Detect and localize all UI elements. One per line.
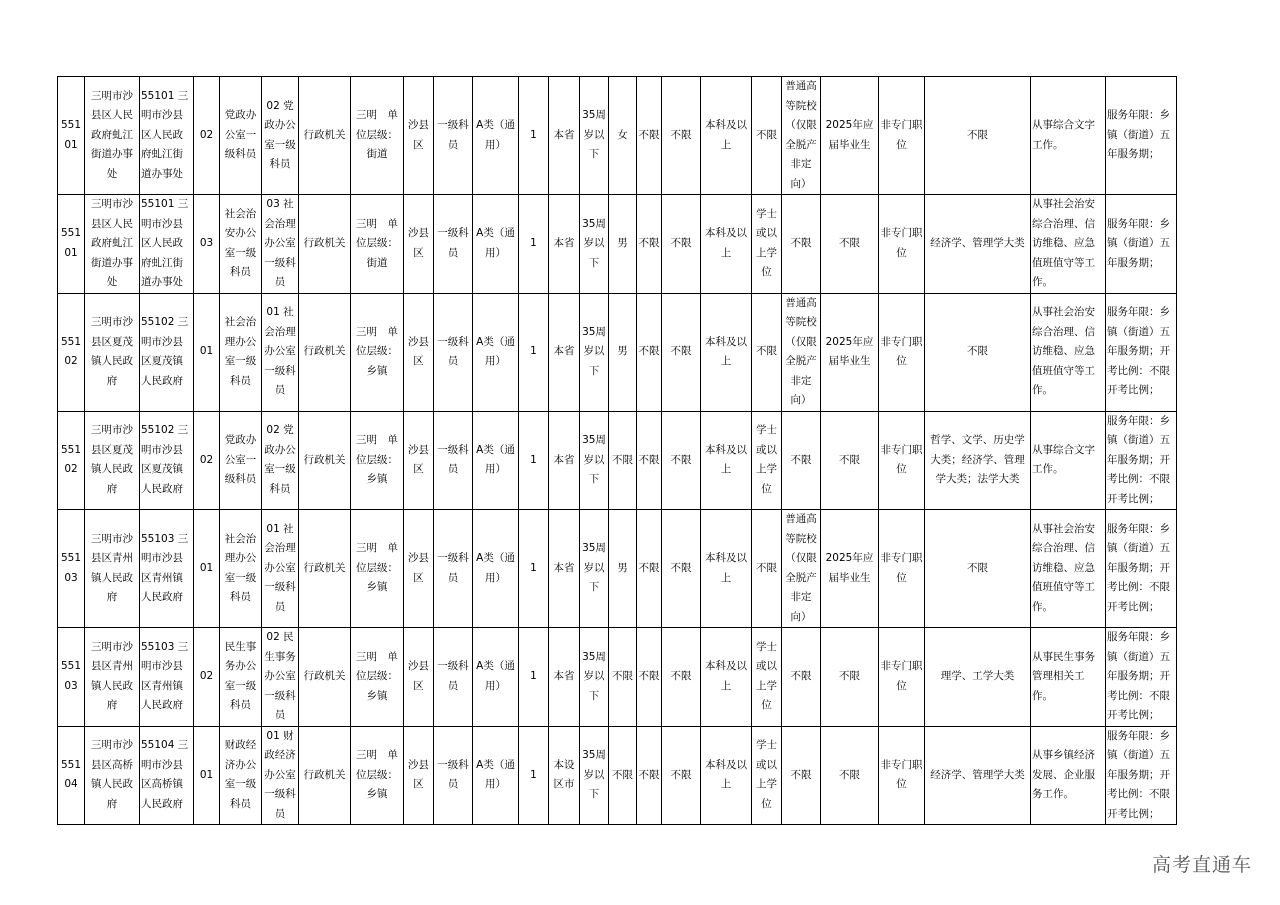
unit-code-cell: 55102 bbox=[58, 411, 85, 510]
department-code-cell: 55103 三明市沙县区青州镇人民政府 bbox=[140, 510, 194, 628]
ethnicity-cell: 不限 bbox=[637, 195, 662, 294]
political-status-cell: 不限 bbox=[662, 411, 701, 510]
table-row bbox=[58, 195, 1177, 294]
degree-cell: 不限 bbox=[752, 77, 782, 195]
hire-count-cell: 1 bbox=[519, 195, 549, 294]
position-type-cell: 非专门职位 bbox=[879, 77, 925, 195]
unit-nature-cell: 行政机关 bbox=[299, 293, 351, 411]
unit-nature-cell: 行政机关 bbox=[299, 726, 351, 825]
department-code-cell: 55102 三明市沙县区夏茂镇人民政府 bbox=[140, 293, 194, 411]
remark-cell: 服务年限：乡镇（街道）五年服务期； bbox=[1106, 195, 1177, 294]
post-name-cell: 党政办公室一级科员 bbox=[220, 77, 262, 195]
unit-code-cell: 55103 bbox=[58, 510, 85, 628]
candidate-source-cell: 普通高等院校（仅限全脱产非定向） bbox=[782, 293, 821, 411]
unit-name-cell: 三明市沙县区青州镇人民政府 bbox=[85, 510, 140, 628]
post-code-cell: 01 财政经济办公室一级科员 bbox=[262, 726, 299, 825]
position-type-cell: 非专门职位 bbox=[879, 195, 925, 294]
post-code-cell: 01 社会治理办公室一级科员 bbox=[262, 510, 299, 628]
age-cell: 35周岁以下 bbox=[580, 411, 609, 510]
unit-name-cell: 三明市沙县区夏茂镇人民政府 bbox=[85, 411, 140, 510]
position-type-cell: 非专门职位 bbox=[879, 628, 925, 727]
post-number-cell: 01 bbox=[194, 510, 220, 628]
area-cell: 沙县区 bbox=[404, 77, 434, 195]
post-number-cell: 02 bbox=[194, 628, 220, 727]
duty-cell: 从事乡镇经济发展、企业服务工作。 bbox=[1031, 726, 1106, 825]
major-cell: 理学、工学大类 bbox=[925, 628, 1031, 727]
origin-cell: 本省 bbox=[549, 293, 580, 411]
area-cell: 沙县区 bbox=[404, 510, 434, 628]
hire-count-cell: 1 bbox=[519, 411, 549, 510]
duty-cell: 从事社会治安综合治理、信访维稳、应急值班值守等工作。 bbox=[1031, 195, 1106, 294]
candidate-source-cell: 不限 bbox=[782, 195, 821, 294]
gender-cell: 男 bbox=[609, 510, 637, 628]
table-row bbox=[58, 628, 1177, 727]
exam-type-cell: A类（通用） bbox=[473, 77, 519, 195]
unit-level-cell: 三明 单位层级：街道 bbox=[351, 195, 404, 294]
unit-name-cell: 三明市沙县区高桥镇人民政府 bbox=[85, 726, 140, 825]
post-number-cell: 01 bbox=[194, 293, 220, 411]
duty-cell: 从事综合文字工作。 bbox=[1031, 411, 1106, 510]
table-row bbox=[58, 77, 1177, 195]
hire-count-cell: 1 bbox=[519, 510, 549, 628]
unit-code-cell: 55103 bbox=[58, 628, 85, 727]
degree-cell: 学士或以上学位 bbox=[752, 195, 782, 294]
post-code-cell: 03 社会治理办公室一级科员 bbox=[262, 195, 299, 294]
unit-name-cell: 三明市沙县区人民政府虬江街道办事处 bbox=[85, 77, 140, 195]
education-cell: 本科及以上 bbox=[701, 77, 752, 195]
political-status-cell: 不限 bbox=[662, 195, 701, 294]
post-number-cell: 03 bbox=[194, 195, 220, 294]
unit-code-cell: 55101 bbox=[58, 77, 85, 195]
department-code-cell: 55101 三明市沙县区人民政府虬江街道办事处 bbox=[140, 195, 194, 294]
unit-level-cell: 三明 单位层级：街道 bbox=[351, 77, 404, 195]
candidate-source-cell: 普通高等院校（仅限全脱产非定向） bbox=[782, 510, 821, 628]
post-name-cell: 党政办公室一级科员 bbox=[220, 411, 262, 510]
origin-cell: 本省 bbox=[549, 411, 580, 510]
table-body bbox=[58, 77, 1177, 825]
rank-cell: 一级科员 bbox=[434, 77, 473, 195]
education-cell: 本科及以上 bbox=[701, 628, 752, 727]
exam-type-cell: A类（通用） bbox=[473, 510, 519, 628]
unit-code-cell: 55102 bbox=[58, 293, 85, 411]
degree-cell: 学士或以上学位 bbox=[752, 726, 782, 825]
unit-nature-cell: 行政机关 bbox=[299, 628, 351, 727]
duty-cell: 从事社会治安综合治理、信访维稳、应急值班值守等工作。 bbox=[1031, 293, 1106, 411]
rank-cell: 一级科员 bbox=[434, 411, 473, 510]
origin-cell: 本省 bbox=[549, 628, 580, 727]
remark-cell: 服务年限：乡镇（街道）五年服务期； bbox=[1106, 77, 1177, 195]
duty-cell: 从事民生事务管理相关工作。 bbox=[1031, 628, 1106, 727]
graduate-type-cell: 不限 bbox=[821, 628, 879, 727]
exam-type-cell: A类（通用） bbox=[473, 726, 519, 825]
post-number-cell: 02 bbox=[194, 411, 220, 510]
political-status-cell: 不限 bbox=[662, 628, 701, 727]
post-name-cell: 财政经济办公室一级科员 bbox=[220, 726, 262, 825]
gender-cell: 男 bbox=[609, 293, 637, 411]
remark-cell: 服务年限：乡镇（街道）五年服务期；开考比例：不限开考比例； bbox=[1106, 726, 1177, 825]
duty-cell: 从事社会治安综合治理、信访维稳、应急值班值守等工作。 bbox=[1031, 510, 1106, 628]
post-number-cell: 02 bbox=[194, 77, 220, 195]
rank-cell: 一级科员 bbox=[434, 293, 473, 411]
watermark-text: 高考直通车 bbox=[1151, 854, 1252, 876]
post-code-cell: 01 社会治理办公室一级科员 bbox=[262, 293, 299, 411]
position-type-cell: 非专门职位 bbox=[879, 510, 925, 628]
unit-name-cell: 三明市沙县区青州镇人民政府 bbox=[85, 628, 140, 727]
age-cell: 35周岁以下 bbox=[580, 293, 609, 411]
graduate-type-cell: 2025年应届毕业生 bbox=[821, 77, 879, 195]
post-code-cell: 02 党政办公室一级科员 bbox=[262, 411, 299, 510]
unit-code-cell: 55104 bbox=[58, 726, 85, 825]
table-row bbox=[58, 510, 1177, 628]
origin-cell: 本设区市 bbox=[549, 726, 580, 825]
ethnicity-cell: 不限 bbox=[637, 726, 662, 825]
unit-level-cell: 三明 单位层级：乡镇 bbox=[351, 411, 404, 510]
degree-cell: 不限 bbox=[752, 510, 782, 628]
major-cell: 不限 bbox=[925, 77, 1031, 195]
rank-cell: 一级科员 bbox=[434, 510, 473, 628]
hire-count-cell: 1 bbox=[519, 77, 549, 195]
major-cell: 经济学、管理学大类 bbox=[925, 195, 1031, 294]
gender-cell: 不限 bbox=[609, 628, 637, 727]
area-cell: 沙县区 bbox=[404, 195, 434, 294]
age-cell: 35周岁以下 bbox=[580, 510, 609, 628]
position-type-cell: 非专门职位 bbox=[879, 293, 925, 411]
graduate-type-cell: 不限 bbox=[821, 411, 879, 510]
major-cell: 经济学、管理学大类 bbox=[925, 726, 1031, 825]
ethnicity-cell: 不限 bbox=[637, 293, 662, 411]
education-cell: 本科及以上 bbox=[701, 510, 752, 628]
degree-cell: 学士或以上学位 bbox=[752, 411, 782, 510]
department-code-cell: 55101 三明市沙县区人民政府虬江街道办事处 bbox=[140, 77, 194, 195]
education-cell: 本科及以上 bbox=[701, 411, 752, 510]
department-code-cell: 55102 三明市沙县区夏茂镇人民政府 bbox=[140, 411, 194, 510]
age-cell: 35周岁以下 bbox=[580, 77, 609, 195]
ethnicity-cell: 不限 bbox=[637, 77, 662, 195]
rank-cell: 一级科员 bbox=[434, 195, 473, 294]
gender-cell: 男 bbox=[609, 195, 637, 294]
unit-code-cell: 55101 bbox=[58, 195, 85, 294]
rank-cell: 一级科员 bbox=[434, 628, 473, 727]
recruitment-table bbox=[57, 76, 1177, 825]
exam-type-cell: A类（通用） bbox=[473, 411, 519, 510]
gender-cell: 女 bbox=[609, 77, 637, 195]
rank-cell: 一级科员 bbox=[434, 726, 473, 825]
unit-name-cell: 三明市沙县区人民政府虬江街道办事处 bbox=[85, 195, 140, 294]
area-cell: 沙县区 bbox=[404, 726, 434, 825]
table-row bbox=[58, 411, 1177, 510]
ethnicity-cell: 不限 bbox=[637, 628, 662, 727]
hire-count-cell: 1 bbox=[519, 628, 549, 727]
major-cell: 哲学、文学、历史学大类；经济学、管理学大类；法学大类 bbox=[925, 411, 1031, 510]
graduate-type-cell: 不限 bbox=[821, 195, 879, 294]
area-cell: 沙县区 bbox=[404, 628, 434, 727]
exam-type-cell: A类（通用） bbox=[473, 293, 519, 411]
area-cell: 沙县区 bbox=[404, 293, 434, 411]
candidate-source-cell: 不限 bbox=[782, 726, 821, 825]
unit-nature-cell: 行政机关 bbox=[299, 510, 351, 628]
political-status-cell: 不限 bbox=[662, 726, 701, 825]
major-cell: 不限 bbox=[925, 510, 1031, 628]
ethnicity-cell: 不限 bbox=[637, 510, 662, 628]
age-cell: 35周岁以下 bbox=[580, 628, 609, 727]
degree-cell: 学士或以上学位 bbox=[752, 628, 782, 727]
position-type-cell: 非专门职位 bbox=[879, 726, 925, 825]
unit-level-cell: 三明 单位层级：乡镇 bbox=[351, 726, 404, 825]
ethnicity-cell: 不限 bbox=[637, 411, 662, 510]
candidate-source-cell: 不限 bbox=[782, 411, 821, 510]
hire-count-cell: 1 bbox=[519, 726, 549, 825]
unit-nature-cell: 行政机关 bbox=[299, 77, 351, 195]
remark-cell: 服务年限：乡镇（街道）五年服务期；开考比例：不限开考比例； bbox=[1106, 293, 1177, 411]
hire-count-cell: 1 bbox=[519, 293, 549, 411]
unit-level-cell: 三明 单位层级：乡镇 bbox=[351, 510, 404, 628]
department-code-cell: 55103 三明市沙县区青州镇人民政府 bbox=[140, 628, 194, 727]
age-cell: 35周岁以下 bbox=[580, 726, 609, 825]
unit-nature-cell: 行政机关 bbox=[299, 411, 351, 510]
unit-level-cell: 三明 单位层级：乡镇 bbox=[351, 628, 404, 727]
post-name-cell: 社会治理办公室一级科员 bbox=[220, 293, 262, 411]
area-cell: 沙县区 bbox=[404, 411, 434, 510]
graduate-type-cell: 2025年应届毕业生 bbox=[821, 293, 879, 411]
remark-cell: 服务年限：乡镇（街道）五年服务期；开考比例：不限开考比例； bbox=[1106, 510, 1177, 628]
education-cell: 本科及以上 bbox=[701, 293, 752, 411]
graduate-type-cell: 不限 bbox=[821, 726, 879, 825]
unit-level-cell: 三明 单位层级：乡镇 bbox=[351, 293, 404, 411]
origin-cell: 本省 bbox=[549, 195, 580, 294]
political-status-cell: 不限 bbox=[662, 293, 701, 411]
unit-name-cell: 三明市沙县区夏茂镇人民政府 bbox=[85, 293, 140, 411]
exam-type-cell: A类（通用） bbox=[473, 628, 519, 727]
education-cell: 本科及以上 bbox=[701, 195, 752, 294]
origin-cell: 本省 bbox=[549, 77, 580, 195]
post-code-cell: 02 党政办公室一级科员 bbox=[262, 77, 299, 195]
table-row bbox=[58, 293, 1177, 411]
position-type-cell: 非专门职位 bbox=[879, 411, 925, 510]
gender-cell: 不限 bbox=[609, 726, 637, 825]
candidate-source-cell: 不限 bbox=[782, 628, 821, 727]
duty-cell: 从事综合文字工作。 bbox=[1031, 77, 1106, 195]
remark-cell: 服务年限：乡镇（街道）五年服务期；开考比例：不限开考比例； bbox=[1106, 628, 1177, 727]
graduate-type-cell: 2025年应届毕业生 bbox=[821, 510, 879, 628]
candidate-source-cell: 普通高等院校（仅限全脱产非定向） bbox=[782, 77, 821, 195]
major-cell: 不限 bbox=[925, 293, 1031, 411]
gender-cell: 不限 bbox=[609, 411, 637, 510]
degree-cell: 不限 bbox=[752, 293, 782, 411]
post-code-cell: 02 民生事务办公室一级科员 bbox=[262, 628, 299, 727]
political-status-cell: 不限 bbox=[662, 510, 701, 628]
origin-cell: 本省 bbox=[549, 510, 580, 628]
remark-cell: 服务年限：乡镇（街道）五年服务期；开考比例：不限开考比例； bbox=[1106, 411, 1177, 510]
age-cell: 35周岁以下 bbox=[580, 195, 609, 294]
exam-type-cell: A类（通用） bbox=[473, 195, 519, 294]
political-status-cell: 不限 bbox=[662, 77, 701, 195]
post-name-cell: 民生事务办公室一级科员 bbox=[220, 628, 262, 727]
department-code-cell: 55104 三明市沙县区高桥镇人民政府 bbox=[140, 726, 194, 825]
education-cell: 本科及以上 bbox=[701, 726, 752, 825]
post-name-cell: 社会治理办公室一级科员 bbox=[220, 510, 262, 628]
post-number-cell: 01 bbox=[194, 726, 220, 825]
unit-nature-cell: 行政机关 bbox=[299, 195, 351, 294]
post-name-cell: 社会治安办公室一级科员 bbox=[220, 195, 262, 294]
table-row bbox=[58, 726, 1177, 825]
